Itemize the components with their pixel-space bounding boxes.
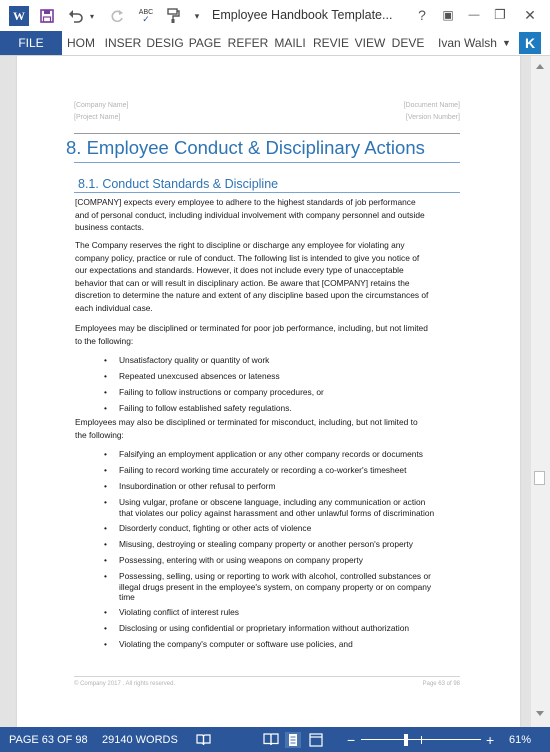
tab-home[interactable]: HOM (67, 36, 95, 50)
minimize-icon[interactable]: — (468, 9, 480, 21)
restore-icon[interactable]: ❐ (494, 7, 506, 22)
list-item: • Possessing, entering with or using weapons on company property (119, 555, 464, 566)
header-version-number: [Version Number] (405, 114, 460, 121)
undo-icon[interactable] (66, 5, 86, 27)
zoom-slider-thumb[interactable] (404, 734, 408, 746)
tab-mailings[interactable]: MAILI (274, 36, 306, 50)
header-divider (74, 133, 460, 134)
header-company-name: [Company Name] (74, 102, 129, 109)
header-project-name: [Project Name] (74, 114, 121, 121)
list-item: • Using vulgar, profane or obscene language, including any communication or action that violates our policy against harassment and other unlawful forms of discrimination (119, 497, 464, 518)
tab-page-layout[interactable]: PAGE (188, 36, 222, 50)
paragraph-4: Employees may also be disciplined or terminated for misconduct, including, but not limited to the following: (75, 417, 418, 440)
document-page[interactable] (17, 56, 520, 727)
list-item: • Violating the company's computer or software use policies, and (119, 639, 464, 650)
list-item: • Unsatisfactory quality or quantity of work (119, 355, 464, 366)
header-document-name: [Document Name] (403, 102, 460, 109)
list-item: • Failing to follow instructions or company procedures, or (119, 387, 464, 398)
user-name[interactable]: Ivan Walsh (438, 36, 497, 50)
proofing-book-icon[interactable] (196, 727, 211, 752)
format-painter-icon[interactable] (164, 5, 184, 27)
paragraph-2: The Company reserves the right to discipline or discharge any employee for violating any company policy, practice or rule of conduct. The following list is intended to give you notice of our expectations and standards. However, it does not include every type of unacceptable behavior that can or will result in disciplinary action. Be aware that [COMPANY] retains the discretion to determine the nature and extent of any discipline based upon the circumstances of each individual case. (75, 240, 429, 313)
read-mode-icon[interactable] (263, 727, 279, 752)
avatar[interactable]: K (519, 32, 541, 54)
tab-developer[interactable]: DEVE (391, 36, 425, 50)
list-item: • Falsifying an employment application or any other company records or documents (119, 449, 464, 460)
heading-2-underline (74, 192, 460, 193)
document-area (0, 56, 531, 727)
title-bar (0, 0, 550, 31)
word-app-icon[interactable]: W (9, 6, 29, 26)
word-count-status[interactable]: 29140 WORDS (102, 733, 178, 746)
tab-references[interactable]: REFER (227, 36, 269, 50)
tab-file[interactable]: FILE (0, 31, 62, 55)
web-layout-icon[interactable] (309, 727, 323, 752)
document-title: Employee Handbook Template... (212, 8, 392, 22)
list-item: • Insubordination or other refusal to perform (119, 481, 464, 492)
footer-copyright: © Company 2017 . All rights reserved. (74, 681, 176, 687)
list-item: • Possessing, selling, using or reporting to work with alcohol, controlled substances or illegal drugs present in the employee's system, on company property or on company time (119, 571, 464, 603)
undo-dropdown-icon[interactable]: ▾ (89, 11, 94, 21)
footer-divider (74, 676, 460, 677)
page-count-status[interactable]: PAGE 63 OF 98 (9, 733, 88, 746)
tab-review[interactable]: REVIE (312, 36, 349, 50)
footer-page-number: Page 63 of 98 (422, 681, 460, 687)
tab-design[interactable]: DESIG (146, 36, 184, 50)
customize-qat-chevron-down-icon[interactable]: ▾ (194, 10, 200, 21)
list-item: • Failing to record working time accurately or recording a co-worker's timesheet (119, 465, 464, 476)
paragraph-3: Employees may be disciplined or terminated for poor job performance, including, but not limited to the following: (75, 323, 428, 346)
ribbon-display-options-icon[interactable]: ▣ (442, 8, 454, 22)
print-layout-icon[interactable] (285, 727, 301, 752)
redo-icon[interactable] (107, 5, 127, 27)
tab-insert[interactable]: INSER (104, 36, 142, 50)
list-item: • Repeated unexcused absences or lateness (119, 371, 464, 382)
heading-1-underline (74, 162, 460, 163)
heading-2: 8.1. Conduct Standards & Discipline (78, 177, 279, 191)
scroll-up-arrow-icon[interactable] (536, 64, 544, 69)
zoom-level[interactable]: 61% (509, 733, 532, 746)
zoom-in-button[interactable]: + (486, 731, 495, 748)
help-icon[interactable]: ? (418, 7, 426, 23)
list-item: • Failing to follow established safety regulations. (119, 403, 464, 414)
status-bar (0, 727, 550, 752)
tab-view[interactable]: VIEW (354, 36, 386, 50)
zoom-slider[interactable] (361, 727, 481, 752)
spelling-abc-icon[interactable]: ABC ✓ (138, 9, 154, 24)
heading-1: 8. Employee Conduct & Disciplinary Actions (66, 137, 425, 158)
ribbon-tab-bar (0, 31, 550, 56)
paragraph-1: [COMPANY] expects every employee to adhere to the highest standards of job performance and of personal conduct, including individual involvement with company personnel and outside business contacts. (75, 197, 425, 233)
list-item: • Disorderly conduct, fighting or other acts of violence (119, 523, 464, 534)
vertical-scrollbar[interactable] (531, 56, 550, 727)
close-icon[interactable]: ✕ (524, 6, 536, 23)
list-item: • Misusing, destroying or stealing company property or another person's property (119, 539, 464, 550)
user-menu-chevron-down-icon[interactable]: ▼ (502, 38, 511, 48)
list-item: • Violating conflict of interest rules (119, 607, 464, 618)
scroll-down-arrow-icon[interactable] (536, 711, 544, 716)
list-item: • Disclosing or using confidential or proprietary information without authorization (119, 623, 464, 634)
scrollbar-thumb[interactable] (534, 471, 545, 485)
zoom-out-button[interactable]: − (347, 731, 356, 748)
save-icon[interactable] (37, 5, 57, 27)
